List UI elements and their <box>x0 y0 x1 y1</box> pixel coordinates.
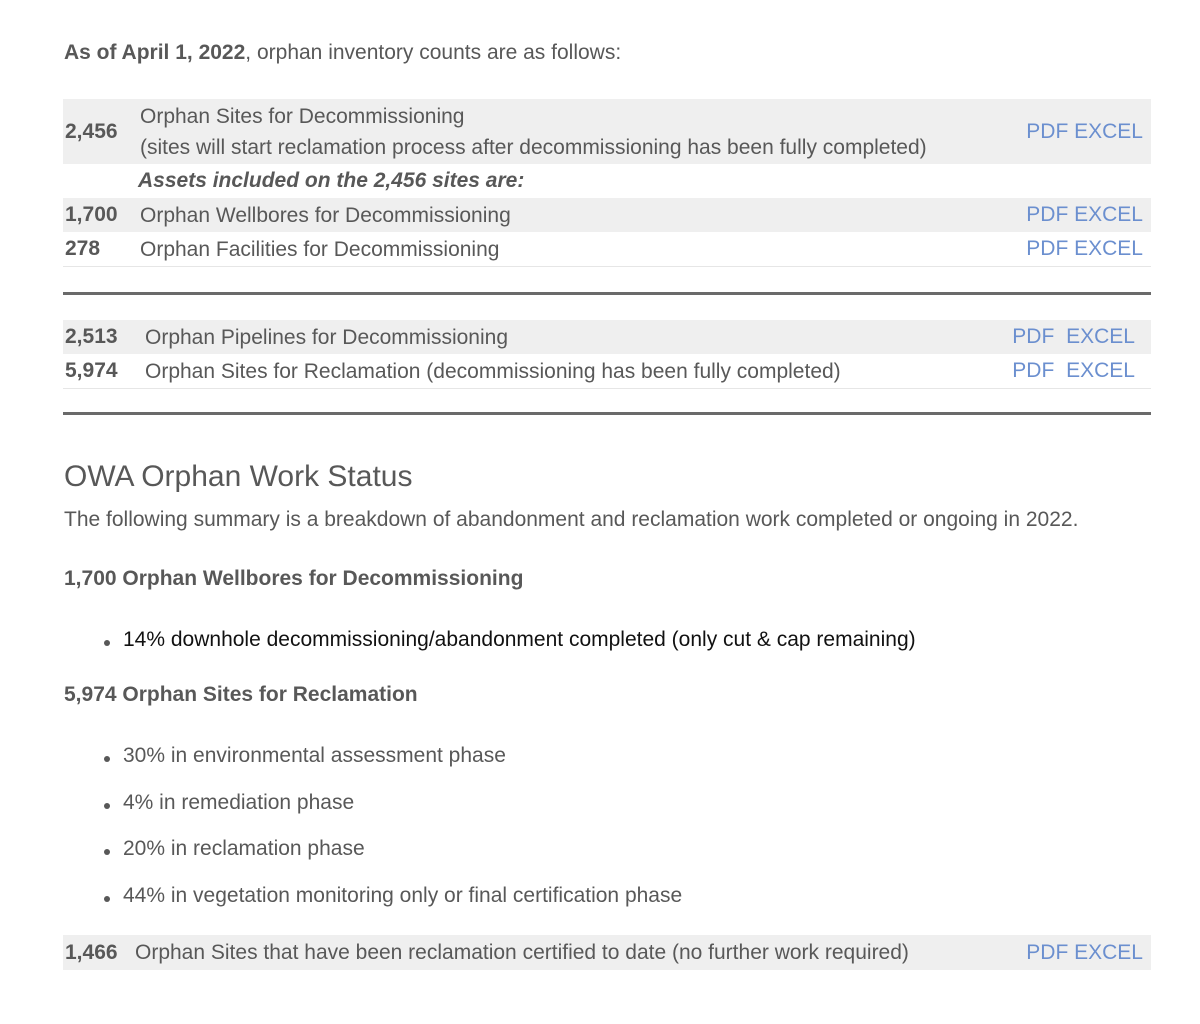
download-links <box>1026 203 1151 227</box>
reclamation-subheading: 5,974 Orphan Sites for Reclamation <box>64 683 418 706</box>
row-count: 2,513 <box>65 325 118 348</box>
table-row <box>63 935 1151 970</box>
pdf-link[interactable]: PDF <box>1026 940 1069 964</box>
list-item: 44% in vegetation monitoring only or final certification phase <box>64 884 682 908</box>
intro-date: As of April 1, 2022 <box>64 41 246 64</box>
row-label: Orphan Sites that have been reclamation certified to date (no further work required) <box>135 941 909 964</box>
excel-link[interactable]: EXCEL <box>1066 359 1135 382</box>
excel-link[interactable]: EXCEL <box>1066 325 1135 348</box>
download-links <box>1012 325 1151 349</box>
row-note: (sites will start reclamation process after decommissioning has been fully completed) <box>140 135 927 159</box>
section-summary: The following summary is a breakdown of abandonment and reclamation work completed or ongoing in 2022. <box>64 508 1079 531</box>
table-row <box>63 354 1151 389</box>
list-item: 30% in environmental assessment phase <box>64 744 506 768</box>
list-item: 4% in remediation phase <box>64 791 354 815</box>
download-links <box>1026 237 1151 261</box>
table-row <box>63 320 1151 354</box>
row-label: Orphan Pipelines for Decommissioning <box>145 325 508 349</box>
download-links <box>1026 941 1151 965</box>
row-label: Orphan Wellbores for Decommissioning <box>140 203 511 227</box>
row-count: 1,466 <box>65 940 118 964</box>
table-row <box>63 99 1151 164</box>
row-description <box>140 101 1026 163</box>
assets-label: Assets included on the 2,456 sites are: <box>138 169 525 192</box>
section-divider <box>63 292 1151 295</box>
pdf-link[interactable]: PDF <box>1026 237 1069 260</box>
excel-link[interactable]: EXCEL <box>1074 940 1143 964</box>
row-label: Orphan Sites for Reclamation (decommissioning has been fully completed) <box>145 359 841 383</box>
table-row <box>63 232 1151 267</box>
pdf-link[interactable]: PDF <box>1012 325 1055 348</box>
pdf-link[interactable]: PDF <box>1026 203 1069 226</box>
row-label: Orphan Sites for Decommissioning <box>140 104 465 128</box>
pdf-link[interactable]: PDF <box>1012 359 1055 382</box>
excel-link[interactable]: EXCEL <box>1074 203 1143 226</box>
download-links <box>1012 359 1151 383</box>
excel-link[interactable]: EXCEL <box>1074 119 1143 143</box>
row-count: 1,700 <box>65 203 118 226</box>
row-count: 278 <box>65 237 101 260</box>
pdf-link[interactable]: PDF <box>1026 119 1069 143</box>
row-count: 5,974 <box>65 359 118 382</box>
row-count: 2,456 <box>65 119 118 143</box>
row-label: Orphan Facilities for Decommissioning <box>140 237 500 261</box>
list-item: 14% downhole decommissioning/abandonment completed (only cut & cap remaining) <box>64 628 916 652</box>
table-row <box>63 198 1151 232</box>
download-links <box>1026 120 1151 144</box>
section-heading: OWA Orphan Work Status <box>64 460 413 493</box>
section-divider <box>63 412 1151 415</box>
intro-rest: , orphan inventory counts are as follows: <box>245 41 622 64</box>
wellbores-subheading: 1,700 Orphan Wellbores for Decommissioning <box>64 567 524 590</box>
intro-text <box>64 38 621 68</box>
list-item: 20% in reclamation phase <box>64 837 365 861</box>
excel-link[interactable]: EXCEL <box>1074 237 1143 260</box>
table-row <box>63 164 1151 198</box>
